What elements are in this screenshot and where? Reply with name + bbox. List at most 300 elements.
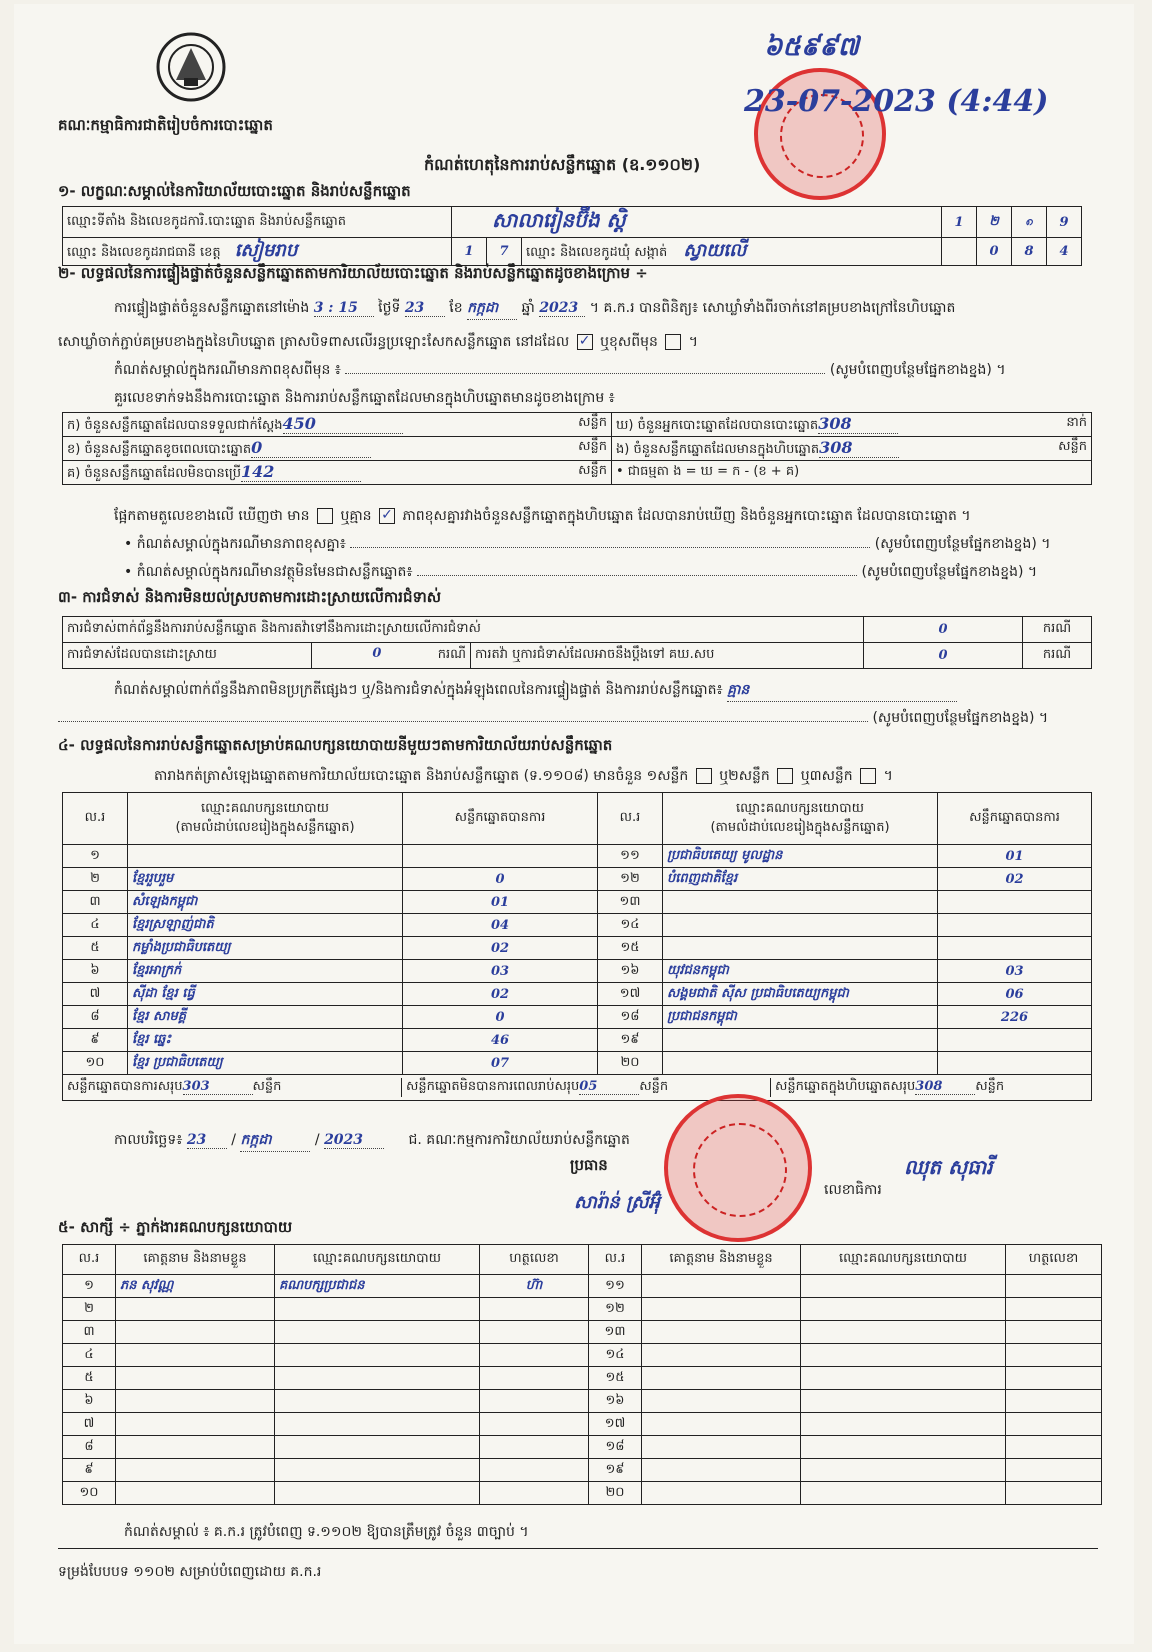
bullet2-label: • កំណត់សម្គាល់ក្នុងករណីមានវត្ថុមិនមែនជាសន្លឹកឆ្នោត៖ (124, 564, 413, 580)
witness-left-name (116, 1459, 275, 1482)
witness-left-sign (480, 1321, 589, 1344)
sheets-2-label: ឬ២សន្លឹក (719, 768, 770, 784)
witness-right-no: ១៧ (589, 1413, 642, 1436)
fig-e-label: ង) ចំនួនសន្លឹកឆ្នោតដែលមានក្នុងហិបឆ្នោត (616, 441, 820, 457)
results-right-no: ១៥ (598, 937, 663, 960)
results-left-party: ខ្មែរ ឆ្នេះ (128, 1029, 403, 1052)
witness-right-name (642, 1275, 801, 1298)
total-box-cell (771, 1078, 1092, 1097)
witness-left-party (275, 1390, 480, 1413)
witness-right-sign (1006, 1482, 1102, 1505)
fig-c-unit: សន្លឹក (578, 462, 607, 478)
results-left-party: ខ្មែរ សាមគ្គី (128, 1006, 403, 1029)
witness-left-party (275, 1344, 480, 1367)
handwritten-code: ៦៥៩៩៧ (764, 32, 859, 62)
witness-left-sign (480, 1482, 589, 1505)
witness-right-party (801, 1321, 1006, 1344)
witness-left-sign (480, 1344, 589, 1367)
note-label: កំណត់សម្គាល់ក្នុងករណីមានភាពខុសពីមុន ៖ (114, 362, 341, 378)
witness-right-party (801, 1275, 1006, 1298)
fig-e-value: 308 (819, 438, 899, 458)
verify-time: 3 : 15 (314, 300, 374, 317)
witness-right-no: ១៤ (589, 1344, 642, 1367)
results-col-votes-left: សន្លឹកឆ្នោតបានការ (403, 793, 598, 845)
date-line: កាលបរិច្ឆេទ៖ 23 / កក្កដា / 2023 ជ. គណៈកម្មការការិយាល័យរាប់សន្លឹកឆ្នោត (114, 1130, 630, 1152)
sheets-line: តារាងកត់ត្រាសំឡេងឆ្នោតតាមការិយាល័យបោះឆ្នោត និងរាប់សន្លឹកឆ្នោត (ទ.១១០៨) មានចំនួន ១សន្លឹក ឬ២សន្លឹក ឬ៣សន្លឹក ។ (154, 768, 893, 784)
sheets-3-label: ឬ៣សន្លឹក (800, 768, 853, 784)
verification-line-2: សោឃ្លាំចាក់ភ្ជាប់គម្របខាងក្នុងនៃហិបឆ្នោត ត្រាសបិទពាសលើរន្ធប្រឡោះសែកសន្លឹកឆ្នោត នៅដដែល ✓ ឬខុសពីមុន ។ (58, 333, 699, 350)
results-col-no-left: ល.រ (63, 793, 128, 845)
witness-row (63, 1436, 1102, 1459)
results-left-votes: 04 (403, 914, 598, 937)
witness-right-name (642, 1413, 801, 1436)
different-checkbox[interactable] (665, 334, 681, 350)
results-left-votes: 02 (403, 937, 598, 960)
total-invalid-unit: សន្លឹក (639, 1079, 669, 1094)
witness-right-name (642, 1436, 801, 1459)
results-right-party: យុវជនកម្ពុជា (663, 960, 938, 983)
objection-row-2-unit: ករណី (437, 647, 466, 662)
handwritten-date: 23-07-2023 (4:44) (744, 84, 1049, 119)
results-left-party (128, 845, 403, 868)
witness-left-name (116, 1298, 275, 1321)
witness-left-sign (480, 1298, 589, 1321)
witness-left-party (275, 1459, 480, 1482)
results-left-votes: 01 (403, 891, 598, 914)
results-left-no: ៧ (63, 983, 128, 1006)
section2-title: ២- លទ្ធផលនៃការផ្ទៀងផ្ទាត់ចំនួនសន្លឹកឆ្នោតតាមការិយាល័យបោះឆ្នោត និងរាប់សន្លឹកឆ្នោតដូចខាងក្រោម ÷ (58, 264, 648, 282)
results-left-votes: 0 (403, 1006, 598, 1029)
results-right-votes (938, 891, 1092, 914)
results-row (63, 937, 1092, 960)
results-left-party: ខ្មែរអាក្រក់ (128, 960, 403, 983)
results-row (63, 1029, 1092, 1052)
total-valid-value: 303 (183, 1079, 253, 1095)
witness-row (63, 1298, 1102, 1321)
verify-year: 2023 (539, 300, 585, 317)
total-valid-label: សន្លឹកឆ្នោតបានការសរុប (67, 1079, 183, 1094)
witness-left-no: ៩ (63, 1459, 116, 1482)
irregularity-hint: (សូមបំពេញបន្ថែមផ្នែកខាងខ្នង) ។ (872, 710, 1049, 726)
witness-row (63, 1275, 1102, 1298)
witness-right-no: ១៦ (589, 1390, 642, 1413)
results-right-votes (938, 937, 1092, 960)
witness-left-party (275, 1298, 480, 1321)
witness-right-name (642, 1344, 801, 1367)
section1-title: ១- លក្ខណៈសម្គាល់នៃការិយាល័យបោះឆ្នោត និងរាប់សន្លឹកឆ្នោត (58, 182, 411, 200)
fig-c-label: គ) ចំនួនសន្លឹកឆ្នោតដែលមិនបានប្រើ (67, 465, 241, 481)
irregularity-value: គ្មាន (727, 680, 957, 702)
fig-a-value: 450 (283, 414, 403, 434)
witness-left-sign (480, 1390, 589, 1413)
irregularity-dots (58, 721, 868, 722)
section1-table (62, 206, 1082, 266)
note-line (114, 360, 1006, 381)
station-code-2: ២ (977, 207, 1012, 238)
total-invalid-value: 05 (579, 1079, 639, 1095)
results-row (63, 960, 1092, 983)
bullet2-dots (417, 575, 857, 576)
fig-row-e (612, 437, 1092, 461)
fig-c-value: 142 (241, 462, 361, 482)
results-right-votes: 01 (938, 845, 1092, 868)
form-title: កំណត់ហេតុនៃការរាប់សន្លឹកឆ្នោត (ឧ.១១០២) (424, 155, 701, 174)
fig-b-unit: សន្លឹក (578, 438, 607, 454)
line2-text: សោឃ្លាំចាក់ភ្ជាប់គម្របខាងក្នុងនៃហិបឆ្នោត ត្រាសបិទពាសលើរន្ធប្រឡោះសែកសន្លឹកឆ្នោត នៅដដែល (58, 334, 570, 350)
witness-left-sign: ហ៊ា (480, 1275, 589, 1298)
date-year: 2023 (324, 1132, 384, 1149)
total-box-unit: សន្លឹក (975, 1079, 1005, 1094)
fig-row-a (63, 413, 612, 437)
bullet2-line (124, 562, 1037, 583)
witness-col-sign-right: ហត្ថលេខា (1006, 1245, 1102, 1275)
results-right-votes (938, 914, 1092, 937)
results-right-no: ១៣ (598, 891, 663, 914)
station-value: សាលារៀនប៊ីង ស្ដិ (452, 207, 942, 238)
results-right-no: ១៩ (598, 1029, 663, 1052)
commune-value: ស្វាយលើ (683, 240, 747, 261)
fig-b-value: 0 (251, 438, 371, 458)
footer-divider (58, 1548, 1098, 1549)
commune-label (522, 238, 942, 266)
results-left-party: ខ្មែរ ប្រជាធិបតេយ្យ (128, 1052, 403, 1075)
witness-left-no: ៧ (63, 1413, 116, 1436)
same-checkbox[interactable]: ✓ (577, 334, 593, 350)
witness-left-no: ៨ (63, 1436, 116, 1459)
witness-col-no-left: ល.រ (63, 1245, 116, 1275)
commune-code-2: 8 (1012, 238, 1047, 266)
total-box-value: 308 (915, 1079, 975, 1095)
province-value: សៀមរាប (234, 240, 298, 261)
witness-left-no: ៦ (63, 1390, 116, 1413)
results-right-party (663, 1052, 938, 1075)
witness-right-party (801, 1298, 1006, 1321)
witness-left-sign (480, 1367, 589, 1390)
results-left-votes: 03 (403, 960, 598, 983)
fig-d-value: 308 (818, 414, 898, 434)
bullet1-hint: (សូមបំពេញបន្ថែមផ្នែកខាងខ្នង) ។ (874, 536, 1051, 552)
results-right-no: ១៦ (598, 960, 663, 983)
results-right-party: ប្រជាជនកម្ពុជា (663, 1006, 938, 1029)
witness-left-party (275, 1413, 480, 1436)
committee-label: ជ. គណៈកម្មការការិយាល័យរាប់សន្លឹកឆ្នោត (408, 1132, 630, 1148)
fig-d-label: ឃ) ចំនួនអ្នកបោះឆ្នោតដែលបានបោះឆ្នោត (616, 417, 819, 433)
line1-post: ។ គ.ក.រ បានពិនិត្យ៖ សោឃ្លាំទាំងពីរចាក់នៅគម្របខាងក្រៅនៃហិបឆ្នោត (589, 300, 956, 316)
results-right-votes: 02 (938, 868, 1092, 891)
witness-left-no: ១ (63, 1275, 116, 1298)
results-left-no: ៣ (63, 891, 128, 914)
station-code-3: ၈ (1012, 207, 1047, 238)
results-left-no: ៦ (63, 960, 128, 983)
province-code-2: 7 (487, 238, 522, 266)
results-right-no: ១២ (598, 868, 663, 891)
witness-right-name (642, 1390, 801, 1413)
witness-right-party (801, 1344, 1006, 1367)
diff-pre: ផ្អែកតាមតួលេខខាងលើ ឃើញថា មាន (114, 508, 310, 524)
objection-row-2-cell (312, 643, 471, 669)
witness-body (63, 1275, 1102, 1505)
diff-post: ភាពខុសគ្នារវាងចំនួនសន្លឹកឆ្នោតក្នុងហិបឆ្នោត ដែលបានរាប់ឃើញ និងចំនួនអ្នកបោះឆ្នោត ដែលបានបោះឆ្នោត ។ (402, 508, 971, 524)
witness-row (63, 1459, 1102, 1482)
witness-right-name (642, 1459, 801, 1482)
results-body (63, 845, 1092, 1075)
results-left-votes: 07 (403, 1052, 598, 1075)
results-right-no: ១៨ (598, 1006, 663, 1029)
sheets-1-checkbox[interactable] (696, 768, 712, 784)
results-row (63, 1006, 1092, 1029)
official-stamp-bottom (664, 1094, 812, 1242)
witness-right-party (801, 1413, 1006, 1436)
form-page (14, 4, 1134, 1644)
total-invalid-cell (402, 1078, 771, 1097)
line1-pre: ការផ្ទៀងផ្ទាត់ចំនួនសន្លឹកឆ្នោតនៅម៉ោង (114, 300, 310, 316)
figures-table (62, 412, 1092, 485)
province-label (63, 238, 452, 266)
results-col-party-right-sub: (តាមលំដាប់លេខរៀងក្នុងសន្លឹកឆ្នោត) (710, 819, 890, 835)
irregularity-note (114, 680, 957, 702)
results-right-votes: 226 (938, 1006, 1092, 1029)
results-row (63, 914, 1092, 937)
secretary-label: លេខាធិការ (824, 1182, 882, 1198)
results-col-no-right: ល.រ (598, 793, 663, 845)
results-right-party (663, 1029, 938, 1052)
witness-left-name (116, 1321, 275, 1344)
results-left-no: ៥ (63, 937, 128, 960)
witness-left-party (275, 1367, 480, 1390)
results-col-party-right (663, 793, 938, 845)
results-left-votes (403, 845, 598, 868)
results-left-no: ២ (63, 868, 128, 891)
results-right-votes: 06 (938, 983, 1092, 1006)
results-right-no: ១៧ (598, 983, 663, 1006)
objection-row-1-label: ការជំទាស់ពាក់ព័ន្ធនឹងការរាប់សន្លឹកឆ្នោត និងការតវ៉ាទៅនឹងការដោះស្រាយលើការជំទាស់ (63, 617, 864, 643)
commune-code-1: 0 (977, 238, 1012, 266)
date-label: កាលបរិច្ឆេទ៖ (114, 1132, 183, 1148)
note-dots (345, 373, 825, 374)
footer-text: ទម្រង់បែបបទ ១១០២ សម្រាប់បំពេញដោយ គ.ក.រ (58, 1564, 322, 1580)
verify-month: កក្កដា (467, 298, 517, 320)
sheets-3-checkbox[interactable] (860, 768, 876, 784)
witness-right-party (801, 1482, 1006, 1505)
date-day: 23 (187, 1132, 227, 1149)
witness-right-sign (1006, 1413, 1102, 1436)
line1-year-label: ឆ្នាំ (521, 300, 535, 316)
results-right-party (663, 914, 938, 937)
witness-right-party (801, 1367, 1006, 1390)
station-code-4: 9 (1047, 207, 1082, 238)
commune-code-spacer (942, 238, 977, 266)
results-col-votes-right: សន្លឹកឆ្នោតបានការ (938, 793, 1092, 845)
witness-row (63, 1321, 1102, 1344)
station-code-1: 1 (942, 207, 977, 238)
objection-row-2-label: ការជំទាស់ដែលបានដោះស្រាយ (63, 643, 312, 669)
results-left-party: សំឡេងកម្ពុជា (128, 891, 403, 914)
results-right-votes: 03 (938, 960, 1092, 983)
results-left-party: ខ្មែរស្រឡាញ់ជាតិ (128, 914, 403, 937)
witness-right-sign (1006, 1390, 1102, 1413)
results-col-party-left-sub: (តាមលំដាប់លេខរៀងក្នុងសន្លឹកឆ្នោត) (175, 819, 355, 835)
irregularity-cont (58, 708, 1048, 729)
commune-code-3: 4 (1047, 238, 1082, 266)
witness-right-name (642, 1298, 801, 1321)
witness-left-party: គណបក្សប្រជាជន (275, 1275, 480, 1298)
results-col-party-left (128, 793, 403, 845)
witness-left-sign (480, 1459, 589, 1482)
bullet1-label: • កំណត់សម្គាល់ក្នុងករណីមានភាពខុសគ្នា៖ (124, 536, 346, 552)
fig-formula: • ជាធម្មតា ង = ឃ = ក - (ខ + គ) (612, 461, 1092, 485)
results-col-party-left-text: ឈ្មោះគណបក្សនយោបាយ (201, 800, 329, 816)
fig-d-unit: នាក់ (1066, 414, 1087, 430)
results-col-party-right-text: ឈ្មោះគណបក្សនយោបាយ (736, 800, 864, 816)
witness-row (63, 1367, 1102, 1390)
witness-col-no-right: ល.រ (589, 1245, 642, 1275)
witness-right-no: ២០ (589, 1482, 642, 1505)
results-right-votes (938, 1052, 1092, 1075)
fig-b-label: ខ) ចំនួនសន្លឹកឆ្នោតខូចពេលបោះឆ្នោត (67, 441, 252, 457)
fig-row-c (63, 461, 612, 485)
province-label-text: ឈ្មោះ និងលេខកូដរាជធានី ខេត្ត (67, 245, 221, 260)
results-left-votes: 02 (403, 983, 598, 1006)
bullet2-hint: (សូមបំពេញបន្ថែមផ្នែកខាងខ្នង) ។ (861, 564, 1038, 580)
witness-row (63, 1482, 1102, 1505)
total-valid-unit: សន្លឹក (252, 1079, 282, 1094)
results-row (63, 845, 1092, 868)
witness-left-name (116, 1413, 275, 1436)
witness-left-no: ១០ (63, 1482, 116, 1505)
fig-a-unit: សន្លឹក (578, 414, 607, 430)
results-table (62, 792, 1092, 1101)
witness-right-no: ១៥ (589, 1367, 642, 1390)
witness-left-sign (480, 1436, 589, 1459)
witness-left-party (275, 1321, 480, 1344)
verify-day: 23 (405, 300, 445, 317)
fig-e-unit: សន្លឹក (1058, 438, 1087, 454)
witness-right-name (642, 1482, 801, 1505)
results-row (63, 983, 1092, 1006)
objection-row-2b-label: ការតវ៉ា ឬការជំទាស់ដែលអាចនឹងប្ដឹងទៅ គឃ.សប (471, 643, 864, 669)
difference-line (114, 506, 971, 527)
commune-label-text: ឈ្មោះ និងលេខកូដឃុំ សង្កាត់ (526, 245, 668, 260)
witness-left-party (275, 1482, 480, 1505)
witness-left-name (116, 1390, 275, 1413)
irregularity-label: កំណត់សម្គាល់ពាក់ព័ន្ធនឹងភាពមិនប្រក្រតីផ្សេងៗ ឬ/និងការជំទាស់ក្នុងអំឡុងពេលនៃការផ្ទៀងផ្ទាត់ និងការរាប់សន្លឹកឆ្នោត៖ (114, 682, 723, 698)
objection-row-2b-value: 0 (864, 643, 1023, 669)
bullet1-dots (350, 547, 870, 548)
witness-right-party (801, 1459, 1006, 1482)
witness-right-no: ១១ (589, 1275, 642, 1298)
objections-table (62, 616, 1092, 669)
witness-right-sign (1006, 1275, 1102, 1298)
objection-row-1-unit: ករណី (1023, 617, 1092, 643)
results-right-no: ១១ (598, 845, 663, 868)
witness-row (63, 1390, 1102, 1413)
witness-right-name (642, 1367, 801, 1390)
results-left-no: ៩ (63, 1029, 128, 1052)
witness-col-party-right: ឈ្មោះគណបក្សនយោបាយ (801, 1245, 1006, 1275)
fig-row-b (63, 437, 612, 461)
witness-right-no: ១៩ (589, 1459, 642, 1482)
figures-intro: គួរលេខទាក់ទងនឹងការបោះឆ្នោត និងការរាប់សន្លឹកឆ្នោតដែលមានក្នុងហិបឆ្នោតមានដូចខាងក្រោម ៖ (114, 390, 615, 406)
witness-col-name-right: គោត្តនាម និងនាមខ្លួន (642, 1245, 801, 1275)
witness-right-no: ១៣ (589, 1321, 642, 1344)
results-row (63, 868, 1092, 891)
sheets-2-checkbox[interactable] (777, 768, 793, 784)
results-left-party: ស៊ីដា ខ្មែរ ធ្វើ (128, 983, 403, 1006)
chair-label: ប្រធាន (570, 1156, 608, 1174)
witness-left-name (116, 1367, 275, 1390)
fig-a-label: ក) ចំនួនសន្លឹកឆ្នោតដែលបានទទួលជាក់ស្ដែង (67, 417, 283, 433)
total-valid-cell (63, 1078, 402, 1097)
witness-left-sign (480, 1413, 589, 1436)
results-row (63, 1052, 1092, 1075)
witness-left-no: ៥ (63, 1367, 116, 1390)
objection-row-1-value: 0 (864, 617, 1023, 643)
line1-day-label: ថ្ងៃទី (378, 300, 401, 316)
results-left-votes: 0 (403, 868, 598, 891)
verification-line-1 (114, 298, 955, 320)
witness-col-name-left: គោត្តនាម និងនាមខ្លួន (116, 1245, 275, 1275)
witness-right-sign (1006, 1436, 1102, 1459)
results-right-party (663, 937, 938, 960)
witness-row (63, 1344, 1102, 1367)
witness-left-no: ២ (63, 1298, 116, 1321)
footnote: កំណត់សម្គាល់ ៖ គ.ក.រ ត្រូវបំពេញ ទ.១១០២ ឱ្យបានត្រឹមត្រូវ ចំនួន ៣ច្បាប់ ។ (124, 1524, 529, 1540)
results-left-party: កម្លាំងប្រជាធិបតេយ្យ (128, 937, 403, 960)
witness-right-sign (1006, 1321, 1102, 1344)
no-difference-checkbox[interactable]: ✓ (379, 508, 395, 524)
results-right-party: សង្គមជាតិ ស៊ីស ប្រជាធិបតេយ្យកម្ពុជា (663, 983, 938, 1006)
results-right-votes (938, 1029, 1092, 1052)
results-left-no: ៤ (63, 914, 128, 937)
line2-or: ឬខុសពីមុន (600, 334, 658, 350)
witness-left-no: ៣ (63, 1321, 116, 1344)
sheets-intro: តារាងកត់ត្រាសំឡេងឆ្នោតតាមការិយាល័យបោះឆ្នោត និងរាប់សន្លឹកឆ្នោត (ទ.១១០៨) មានចំនួន ១សន្លឹក (154, 768, 689, 784)
witness-left-no: ៤ (63, 1344, 116, 1367)
total-box-label: សន្លឹកឆ្នោតក្នុងហិបឆ្នោតសរុប (775, 1079, 916, 1094)
total-invalid-label: សន្លឹកឆ្នោតមិនបានការពេលរាប់សរុប (406, 1079, 580, 1094)
results-totals-inner (63, 1078, 1091, 1097)
results-right-no: ១៤ (598, 914, 663, 937)
witness-left-name (116, 1482, 275, 1505)
witness-right-sign (1006, 1459, 1102, 1482)
date-month: កក្កដា (240, 1130, 310, 1152)
results-left-party: ខ្មែររួបរួម (128, 868, 403, 891)
objection-row-2-value: 0 (372, 646, 382, 661)
witness-right-sign (1006, 1298, 1102, 1321)
chair-signature: សារ៉ាន់ ស្រីអ៊ុំ (574, 1192, 660, 1213)
witness-left-name (116, 1436, 275, 1459)
objection-row-2b-unit: ករណី (1023, 643, 1092, 669)
diff-or: ឬគ្មាន (340, 508, 372, 524)
witness-right-sign (1006, 1344, 1102, 1367)
committee-title: គណៈកម្មាធិការជាតិរៀបចំការបោះឆ្នោត (58, 116, 273, 134)
witness-right-sign (1006, 1367, 1102, 1390)
witness-col-party-left: ឈ្មោះគណបក្សនយោបាយ (275, 1245, 480, 1275)
witness-right-party (801, 1390, 1006, 1413)
bullet1-line (124, 534, 1050, 555)
results-row (63, 891, 1092, 914)
section4-title: ៤- លទ្ធផលនៃការរាប់សន្លឹកឆ្នោតសម្រាប់គណបក្សនយោបាយនីមួយៗតាមការិយាល័យរាប់សន្លឹកឆ្នោត (58, 736, 613, 754)
results-left-no: ៨ (63, 1006, 128, 1029)
results-left-votes: 46 (403, 1029, 598, 1052)
results-left-no: ១០ (63, 1052, 128, 1075)
witness-table (62, 1244, 1102, 1505)
section5-title: ៥- សាក្សី ÷ ភ្នាក់ងារគណបក្សនយោបាយ (58, 1218, 293, 1236)
secretary-signature: ឈុត សុធារី (904, 1155, 993, 1179)
witness-col-sign-left: ហត្ថលេខា (480, 1245, 589, 1275)
results-left-no: ១ (63, 845, 128, 868)
has-difference-checkbox[interactable] (317, 508, 333, 524)
